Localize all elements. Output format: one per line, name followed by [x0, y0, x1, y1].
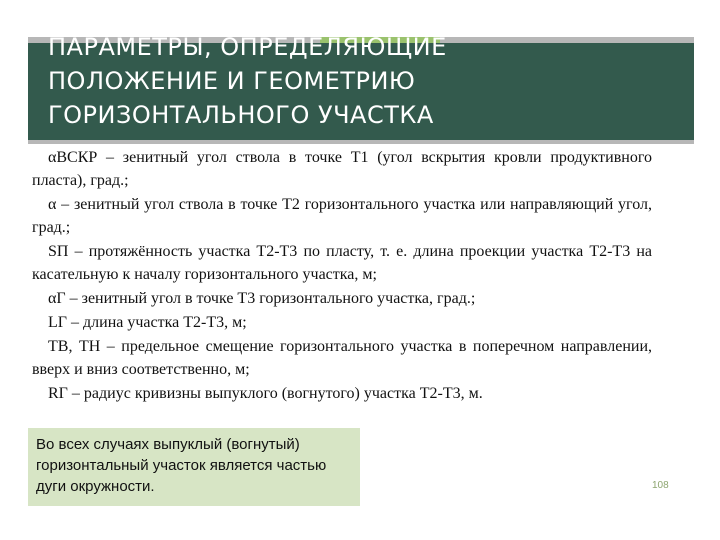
definition-item: SП – протяжённость участка T2-T3 по пласту, т. е. длина проекции участка T2-T3 на касательную к началу горизонтального участка, м; [32, 243, 652, 283]
note-box: Во всех случаях выпуклый (вогнутый) горизонтальный участок является частью дуги окружности. [28, 428, 360, 506]
page-title [48, 30, 688, 132]
title-line: ГОРИЗОНТАЛЬНОГО УЧАСТКА [48, 101, 434, 129]
page-number: 108 [652, 480, 669, 491]
title-line: ПОЛОЖЕНИЕ И ГЕОМЕТРИЮ [48, 67, 416, 95]
definition-item: αГ – зенитный угол в точке T3 горизонтального участка, град.; [48, 290, 476, 307]
definition-item: LГ – длина участка T2-T3, м; [48, 314, 247, 331]
definition-item: αВСКР – зенитный угол ствола в точке T1 (угол вскрытия кровли продуктивного пласта), град.; [32, 149, 652, 189]
definition-item: α – зенитный угол ствола в точке T2 горизонтального участка или направляющий угол, град.; [32, 196, 652, 236]
header-bottom-rule [28, 140, 694, 144]
definitions-list [32, 146, 652, 406]
definition-item: TВ, TН – предельное смещение горизонтального участка в поперечном направлении, вверх и вниз соответственно, м; [32, 338, 652, 378]
definition-item: RГ – радиус кривизны выпуклого (вогнутого) участка T2-T3, м. [48, 385, 483, 402]
title-line: ПАРАМЕТРЫ, ОПРЕДЕЛЯЮЩИЕ [48, 33, 447, 61]
